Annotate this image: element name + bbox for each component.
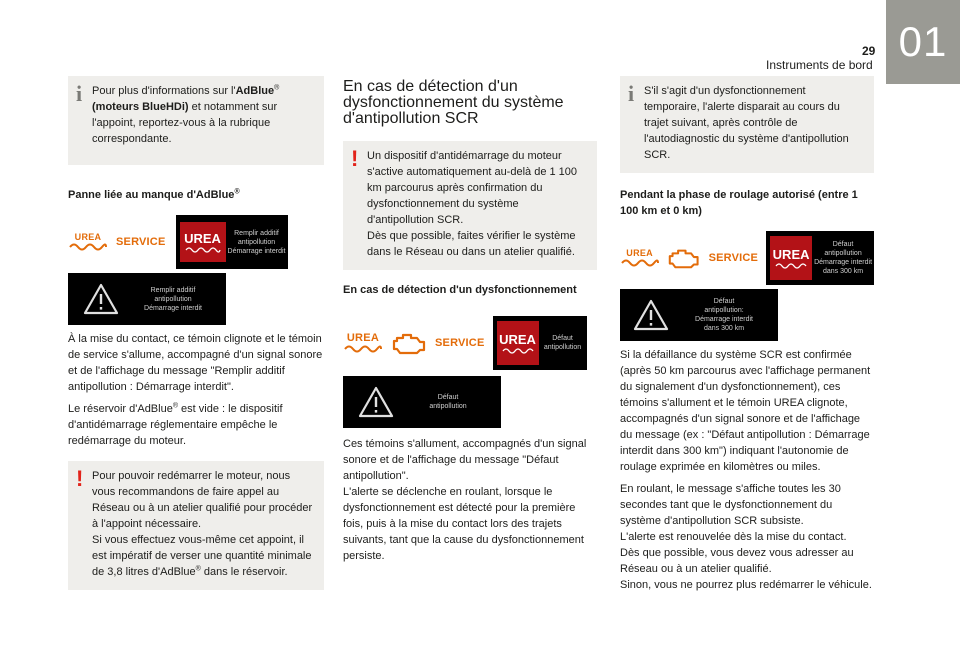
display-message: Remplir additif antipollution Démarrage interdit <box>144 286 202 312</box>
engine-icon <box>667 245 700 271</box>
section-heading-panne: Panne liée au manque d'AdBlue® <box>68 188 240 201</box>
warning-icons-row <box>620 231 874 285</box>
info-box-text: S'il s'agit d'un dysfonctionnement temporaire, l'alerte disparait au cours du trajet suivant, après contrôle de l'autodiagnostic du système d'antipollution SCR. <box>644 85 849 161</box>
urea-lamp-icon: UREA <box>497 321 539 365</box>
warning-triangle-icon <box>632 298 670 332</box>
chapter-title: Instruments de bord <box>766 58 873 72</box>
urea-warning-icon: UREA <box>68 232 108 252</box>
paragraph-defaut: Ces témoins s'allument, accompagnés d'un signal sonore et de l'affichage du message "Défaut antipollution". L'alerte se déclenche en roulant, lorsque le dysfonctionnement est détecté pour la première fois, puis à la mise du contact lors des trajets suivants, tant que la cause du dysfonctionnement persiste. <box>343 438 587 562</box>
column-1 <box>68 76 324 590</box>
dashboard-display-urea <box>493 316 587 370</box>
info-box-adblue <box>68 76 324 165</box>
paragraph-roulant: En roulant, le message s'affiche toutes les 30 secondes tant que le dysfonctionnement du système d'antipollution SCR subsiste. L'alerte est renouvelée dès la mise du contact. Dès que possible, vous devez vous adresser au Réseau ou à un atelier qualifié. Sinon, vous ne pourrez plus redémarrer le véhicule. <box>620 483 872 591</box>
paragraph-defaillance: Si la défaillance du système SCR est confirmée (après 50 km parcourus avec l'affichage permanent du signalement d'un dysfonctionnement), ces témoins s'allument et le témoin UREA clignote, accompagnés d'un signal sonore et de l'affichage du message (ex : "Défaut antipollution : Démarrage interdit dans 300 km") indiquant l'autonomie de roulage exprimée en kilomètres ou miles. <box>620 349 871 473</box>
warning-icons-row <box>343 316 597 370</box>
display-message: Défaut antipollution Démarrage interdit dans 300 km <box>814 241 873 275</box>
dashboard-display-message <box>620 289 778 341</box>
section-heading-detection: En cas de détection d'un dysfonctionnement <box>343 284 577 296</box>
service-icon: SERVICE <box>116 236 166 248</box>
display-message: Remplir additif antipollution Démarrage interdit <box>227 229 286 255</box>
info-icon: i <box>628 81 635 106</box>
warning-box-text: Un dispositif d'antidémarrage du moteur s'active automatiquement au-delà de 1 100 km parcourus après confirmation du dysfonctionnement du système d'antipollution SCR. Dès que possible, faites vérifier le système dans le Réseau ou dans un atelier qualifié. <box>367 150 578 258</box>
warning-box-redemarrer <box>68 461 324 590</box>
engine-icon <box>391 330 427 356</box>
dashboard-display-message <box>343 376 501 428</box>
urea-lamp-icon: UREA <box>770 236 812 280</box>
warning-box-text: Pour pouvoir redémarrer le moteur, nous vous recommandons de faire appel au Réseau ou à un atelier qualifié pour procéder à l'appoint nécessaire. Si vous effectuez vous-même cet appoint, il est impératif de verser une quantité minimale de 3,8 litres d'AdBlue® dans le réservoir. <box>92 470 313 578</box>
exclamation-icon: ! <box>76 466 84 491</box>
urea-warning-icon: UREA <box>343 332 383 354</box>
info-icon: i <box>76 81 83 106</box>
section-title-scr: En cas de détection d'un dysfonctionnement du système d'antipollution SCR <box>343 78 564 127</box>
display-message: Défaut antipollution: Démarrage interdit dans 300 km <box>695 298 753 332</box>
display-message: Défaut antipollution <box>429 394 467 410</box>
dashboard-display-urea <box>766 231 874 285</box>
exclamation-icon: ! <box>351 146 359 171</box>
service-icon: SERVICE <box>708 252 759 264</box>
warning-triangle-icon <box>357 385 395 419</box>
urea-lamp-icon: UREA <box>180 222 226 262</box>
warning-box-antidemarrage <box>343 141 597 270</box>
paragraph-reservoir: Le réservoir d'AdBlue® est vide : le dispositif d'antidémarrage réglementaire empêche le redémarrage du moteur. <box>68 402 283 447</box>
page-number: 29 <box>862 44 876 58</box>
dashboard-display-urea <box>176 215 288 269</box>
section-heading-roulage: Pendant la phase de roulage autorisé (entre 1 100 km et 0 km) <box>620 189 858 217</box>
chapter-tab: 01 <box>886 0 960 84</box>
service-icon: SERVICE <box>435 337 485 349</box>
column-2 <box>343 76 597 564</box>
warning-icons-row <box>68 215 324 269</box>
dashboard-display-message <box>68 273 226 325</box>
paragraph-contact: À la mise du contact, ce témoin clignote et le témoin de service s'allume, accompagné d'un signal sonore et de l'affichage du message "Remplir additif antipollution : Démarrage interdit". <box>68 333 323 393</box>
column-3 <box>620 76 874 593</box>
display-message: Défaut antipollution <box>543 335 582 351</box>
warning-triangle-icon <box>82 282 120 316</box>
urea-warning-icon: UREA <box>620 248 659 268</box>
info-box-temporaire <box>620 76 874 173</box>
info-box-text: Pour plus d'informations sur l'AdBlue® (moteurs BlueHDi) et notamment sur l'appoint, reportez-vous à la rubrique correspondante. <box>92 84 280 145</box>
